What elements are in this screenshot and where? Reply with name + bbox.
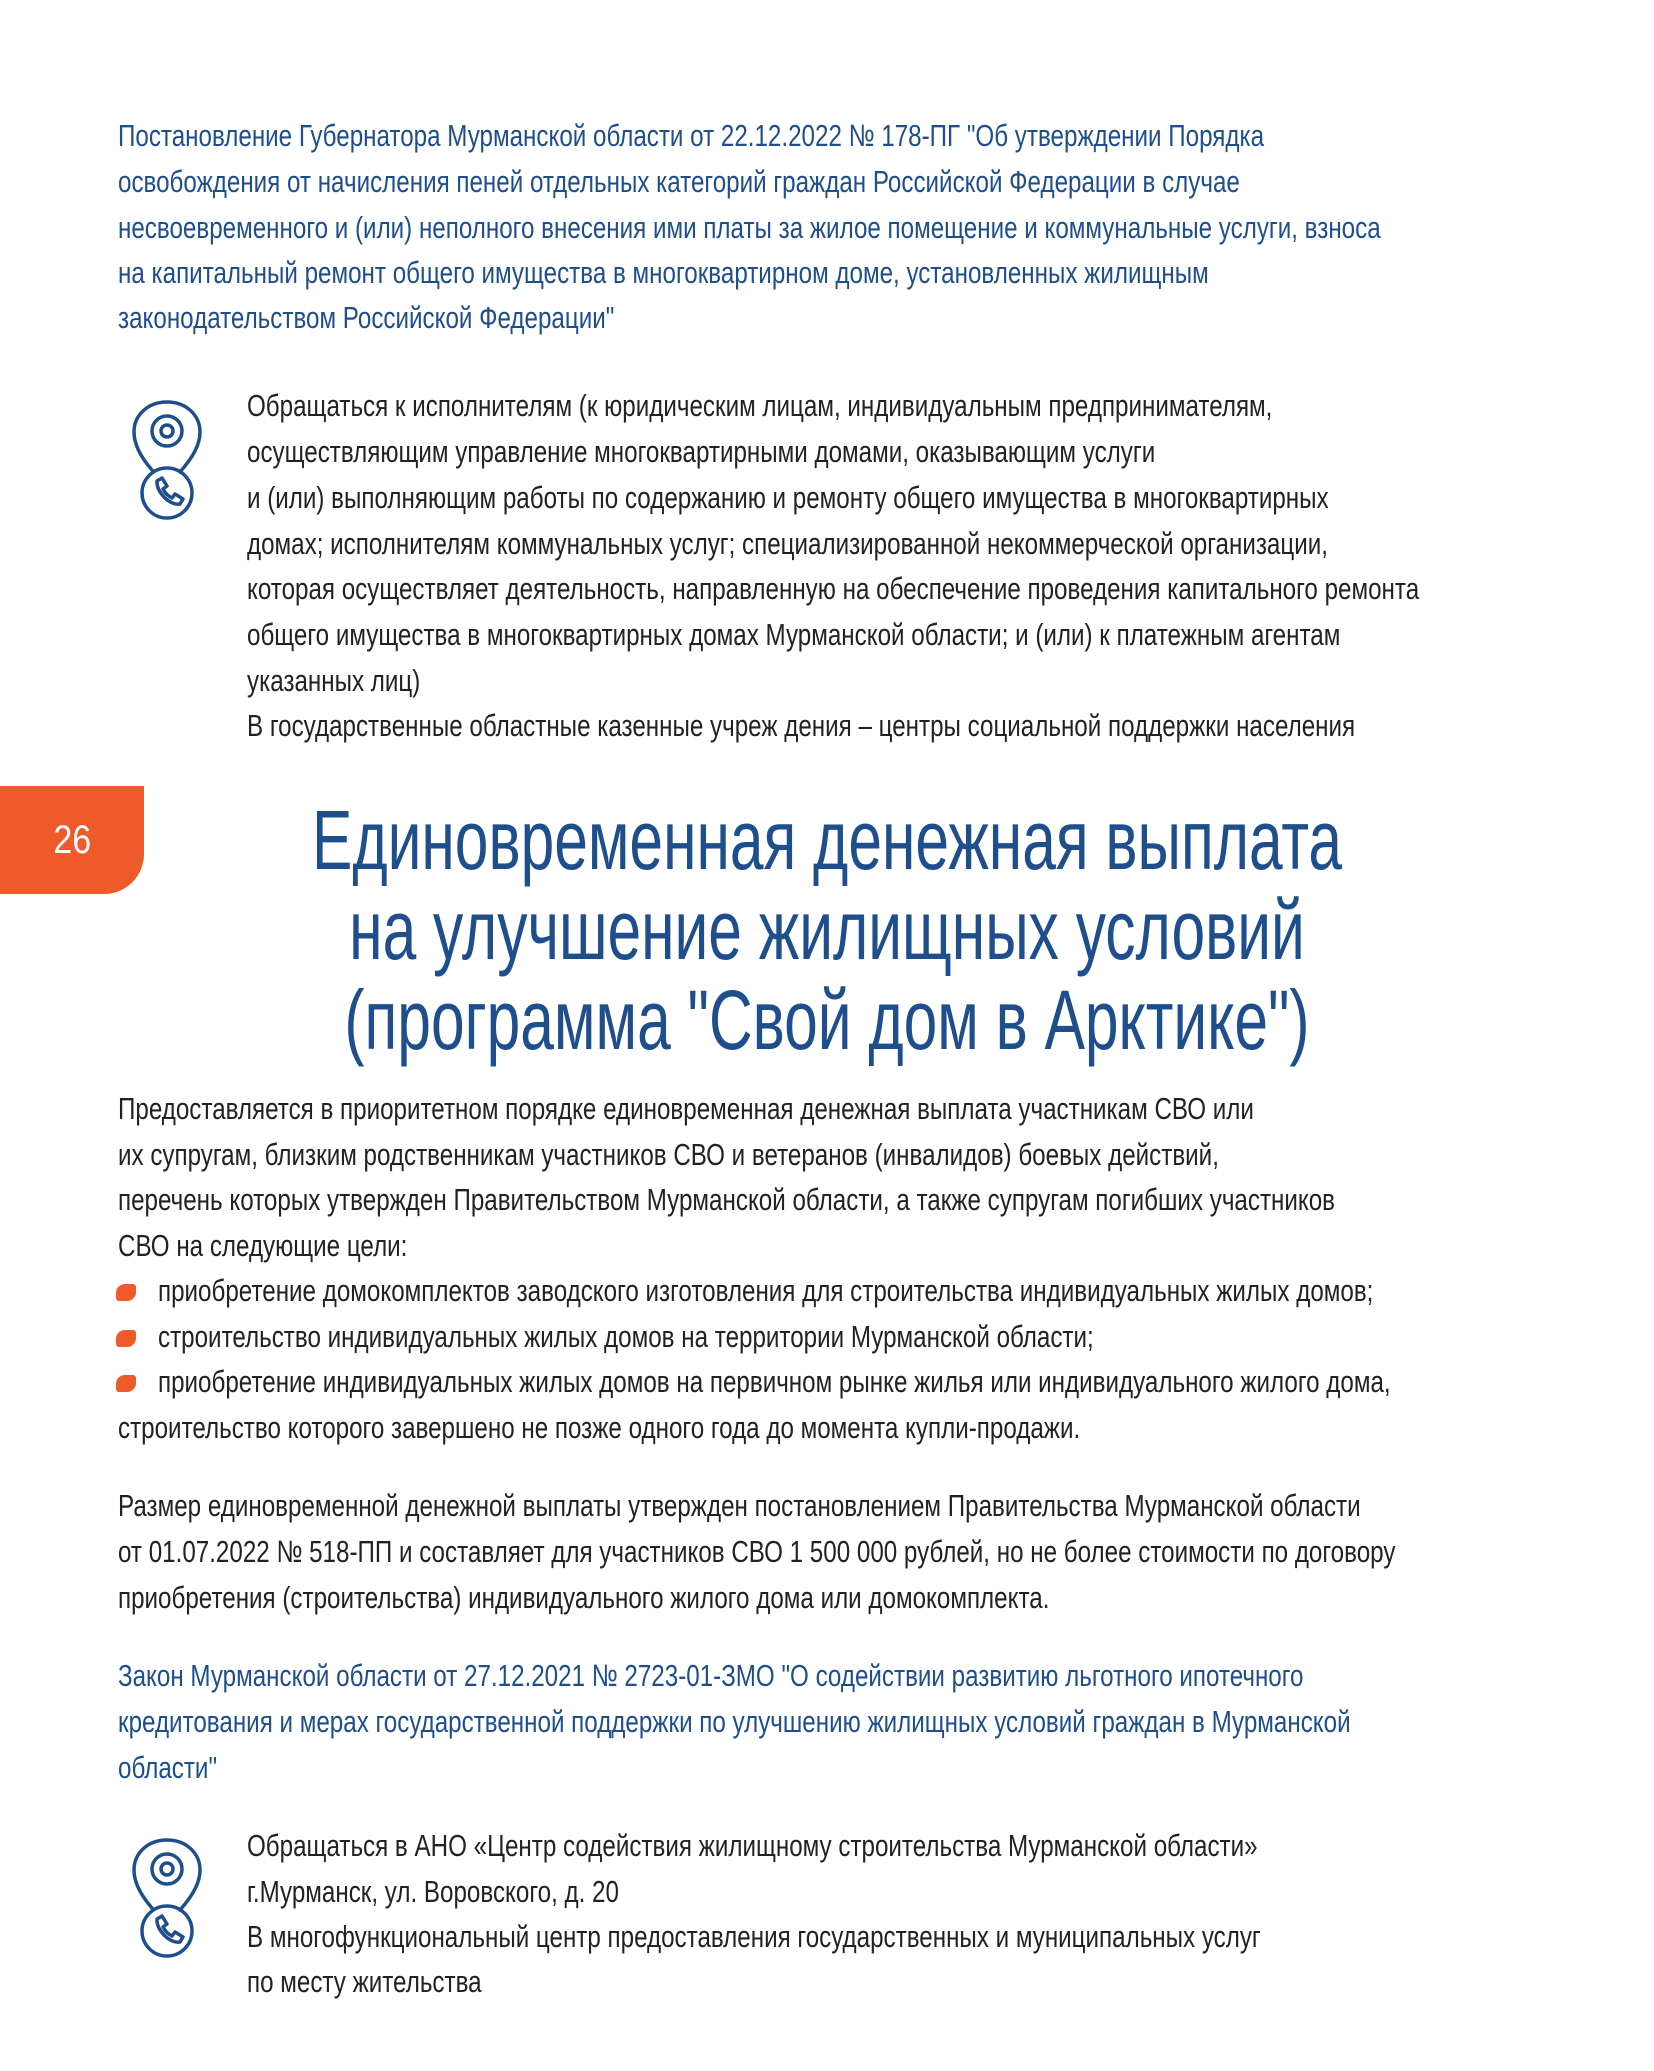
top-law-line: освобождения от начисления пеней отдельных категорий граждан Российской Федерации в случае bbox=[118, 164, 1240, 199]
intro-line: СВО на следующие цели: bbox=[118, 1228, 408, 1263]
contact-2-line: по месту жительства bbox=[247, 1964, 482, 1999]
contact-2-line: В многофункциональный центр предоставления государственных и муниципальных услуг bbox=[247, 1919, 1261, 1954]
contact-1-line: Обращаться к исполнителям (к юридическим лицам, индивидуальным предпринимателям, bbox=[247, 388, 1273, 423]
top-law-line: законодательством Российской Федерации" bbox=[118, 300, 615, 335]
location-phone-icon bbox=[124, 1836, 210, 1960]
contact-1-line: осуществляющим управление многоквартирными домами, оказывающим услуги bbox=[247, 434, 1156, 469]
intro-line: перечень которых утвержден Правительством Мурманской области, а также супругам погибших участников bbox=[118, 1182, 1336, 1217]
law-line: кредитования и мерах государственной поддержки по улучшению жилищных условий граждан в Мурманской bbox=[118, 1704, 1351, 1739]
contact-1-line: указанных лиц) bbox=[247, 663, 421, 698]
top-law-line: несвоевременного и (или) неполного внесения ими платы за жилое помещение и коммунальные услуги, взноса bbox=[118, 210, 1381, 245]
top-law-line: Постановление Губернатора Мурманской области от 22.12.2022 № 178-ПГ "Об утверждении Порядка bbox=[118, 118, 1265, 153]
title-line: на улучшение жилищных условий bbox=[349, 883, 1305, 977]
title-line: Единовременная денежная выплата bbox=[311, 793, 1342, 887]
contact-1-line: домах; исполнителям коммунальных услуг; специализированной некоммерческой организации, bbox=[247, 526, 1328, 561]
page-number: 26 bbox=[53, 817, 91, 862]
title-line: (программа "Свой дом в Арктике") bbox=[344, 973, 1310, 1067]
amount-line: Размер единовременной денежной выплаты утвержден постановлением Правительства Мурманской области bbox=[118, 1488, 1361, 1523]
location-phone-icon bbox=[124, 398, 210, 522]
contact-2-line: г.Мурманск, ул. Воровского, д. 20 bbox=[247, 1874, 619, 1909]
bullet-marker bbox=[116, 1375, 136, 1392]
law-line: области" bbox=[118, 1750, 218, 1785]
list-item: строительство индивидуальных жилых домов на территории Мурманской области; bbox=[158, 1319, 1094, 1354]
intro-line: Предоставляется в приоритетном порядке единовременная денежная выплата участникам СВО или bbox=[118, 1091, 1254, 1126]
contact-1-line: и (или) выполняющим работы по содержанию и ремонту общего имущества в многоквартирных bbox=[247, 480, 1329, 515]
top-law-line: на капитальный ремонт общего имущества в многоквартирном доме, установленных жилищным bbox=[118, 255, 1209, 290]
list-item: приобретение индивидуальных жилых домов на первичном рынке жилья или индивидуального жилого дома, bbox=[158, 1364, 1391, 1399]
amount-line: приобретения (строительства) индивидуального жилого дома или домокомплекта. bbox=[118, 1580, 1050, 1615]
list-item-continuation: строительство которого завершено не позже одного года до момента купли-продажи. bbox=[118, 1410, 1081, 1445]
intro-line: их супругам, близким родственникам участников СВО и ветеранов (инвалидов) боевых действий, bbox=[118, 1137, 1219, 1172]
contact-2-line: Обращаться в АНО «Центр содействия жилищному строительства Мурманской области» bbox=[247, 1828, 1258, 1863]
page-number-tab bbox=[0, 786, 144, 894]
law-line: Закон Мурманской области от 27.12.2021 № 2723-01-ЗМО "О содействии развитию льготного ипотечного bbox=[118, 1658, 1304, 1693]
contact-1-line: В государственные областные казенные учреж дения – центры социальной поддержки населения bbox=[247, 708, 1356, 743]
contact-1-line: общего имущества в многоквартирных домах Мурманской области; и (или) к платежным агентам bbox=[247, 617, 1341, 652]
bullet-marker bbox=[116, 1284, 136, 1301]
amount-line: от 01.07.2022 № 518-ПП и составляет для участников СВО 1 500 000 рублей, но не более стоимости по договору bbox=[118, 1534, 1396, 1569]
list-item: приобретение домокомплектов заводского изготовления для строительства индивидуальных жилых домов; bbox=[158, 1273, 1374, 1308]
bullet-marker bbox=[116, 1330, 136, 1347]
contact-1-line: которая осуществляет деятельность, направленную на обеспечение проведения капитального ремонта bbox=[247, 571, 1420, 606]
